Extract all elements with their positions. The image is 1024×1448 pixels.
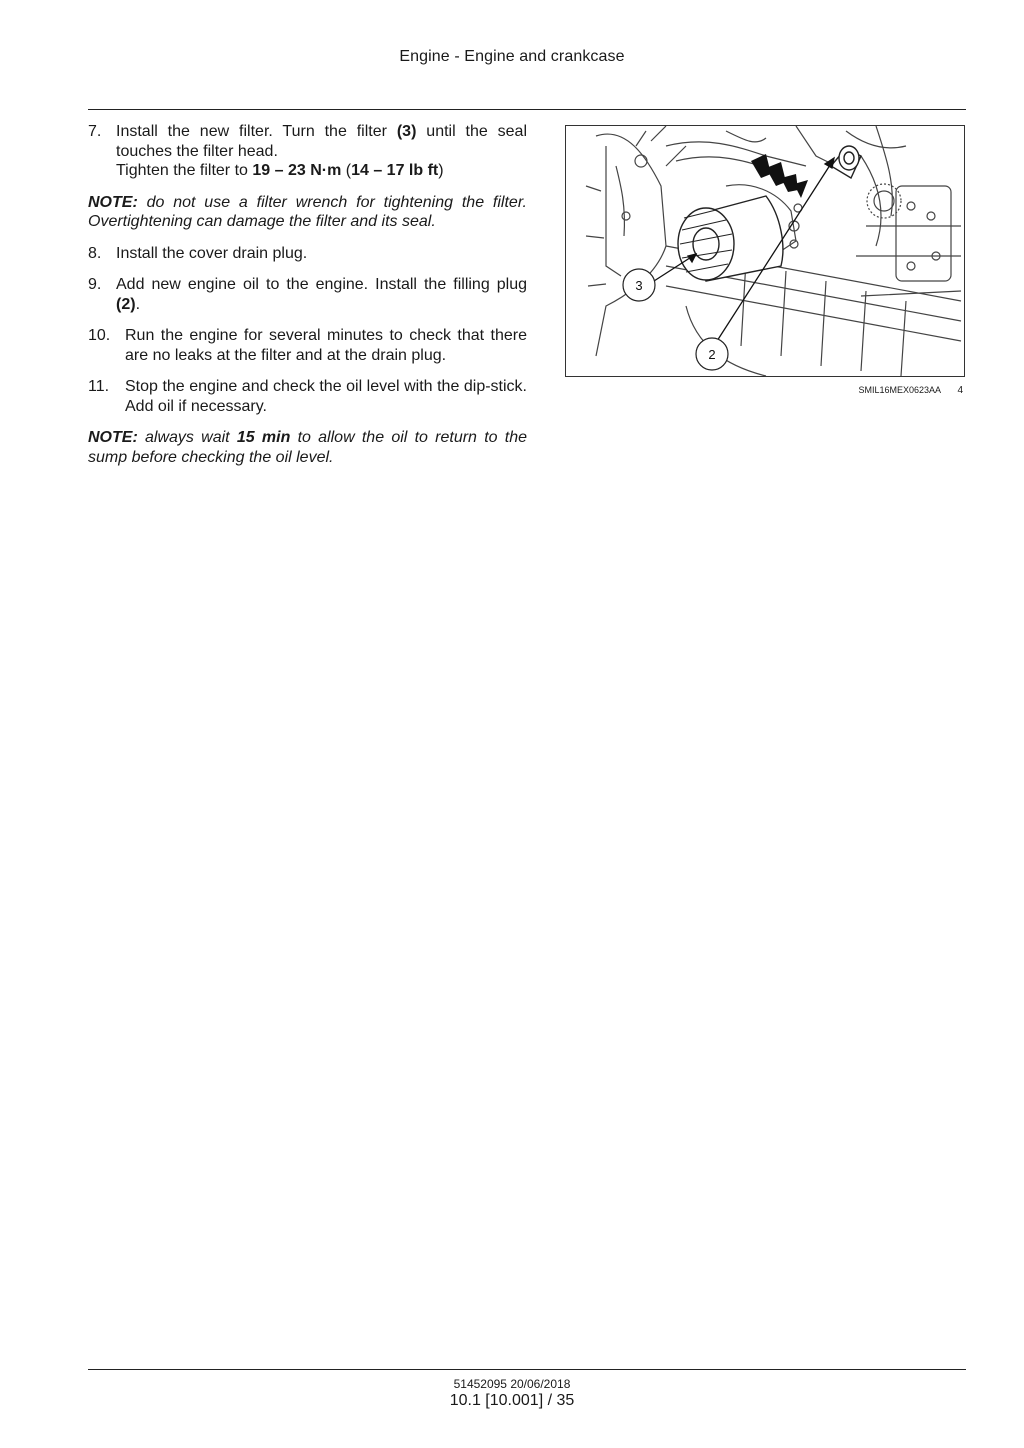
procedure-step: [88, 122, 527, 181]
callout-3: [623, 269, 655, 301]
step-text: Install the cover drain plug.: [116, 244, 308, 262]
step-number: 10.: [88, 327, 111, 344]
step-number: 11.: [88, 378, 110, 395]
note: NOTE: do not use a filter wrench for tightening the filter. Overtightening can damage the filter and its seal.: [88, 193, 527, 230]
footer-rule: [88, 1369, 966, 1370]
engine-illustration: [566, 126, 964, 376]
step-text: Run the engine for several minutes to check that there are no leaks at the filter and at the drain plug.: [125, 327, 527, 364]
procedure-step: [88, 275, 527, 314]
engine-oil-filter-figure: [565, 125, 965, 377]
figure-caption: [565, 385, 965, 399]
step-text: Install the new filter. Turn the filter (3) until the seal touches the filter head.: [116, 123, 527, 160]
header-rule: [88, 109, 966, 110]
step-number: 7.: [88, 123, 102, 140]
page-header-title: Engine - Engine and crankcase: [399, 48, 625, 65]
step-number: 9.: [88, 276, 102, 293]
callout-2: [696, 338, 728, 370]
svg-text:2: 2: [708, 347, 716, 362]
footer-document-id: 51452095 20/06/2018: [453, 1377, 571, 1391]
procedure-step: [88, 326, 527, 365]
procedure-step: [88, 244, 527, 264]
svg-text:3: 3: [635, 278, 643, 293]
procedure-steps: [88, 122, 527, 479]
step-text: Add new engine oil to the engine. Install the filling plug (2).: [116, 276, 527, 313]
procedure-step: [88, 377, 527, 416]
step-text: Tighten the filter to 19 – 23 N·m (14 – 17 lb ft): [116, 162, 444, 179]
figure-code: SMIL16MEX0623AA: [858, 385, 941, 395]
note: NOTE: always wait 15 min to allow the oil to return to the sump before checking the oil level.: [88, 429, 528, 466]
figure-number: 4: [957, 385, 963, 396]
footer-page-number: 10.1 [10.001] / 35: [449, 1392, 575, 1409]
step-text: Stop the engine and check the oil level with the dip-stick. Add oil if necessary.: [125, 378, 527, 415]
step-number: 8.: [88, 244, 102, 262]
